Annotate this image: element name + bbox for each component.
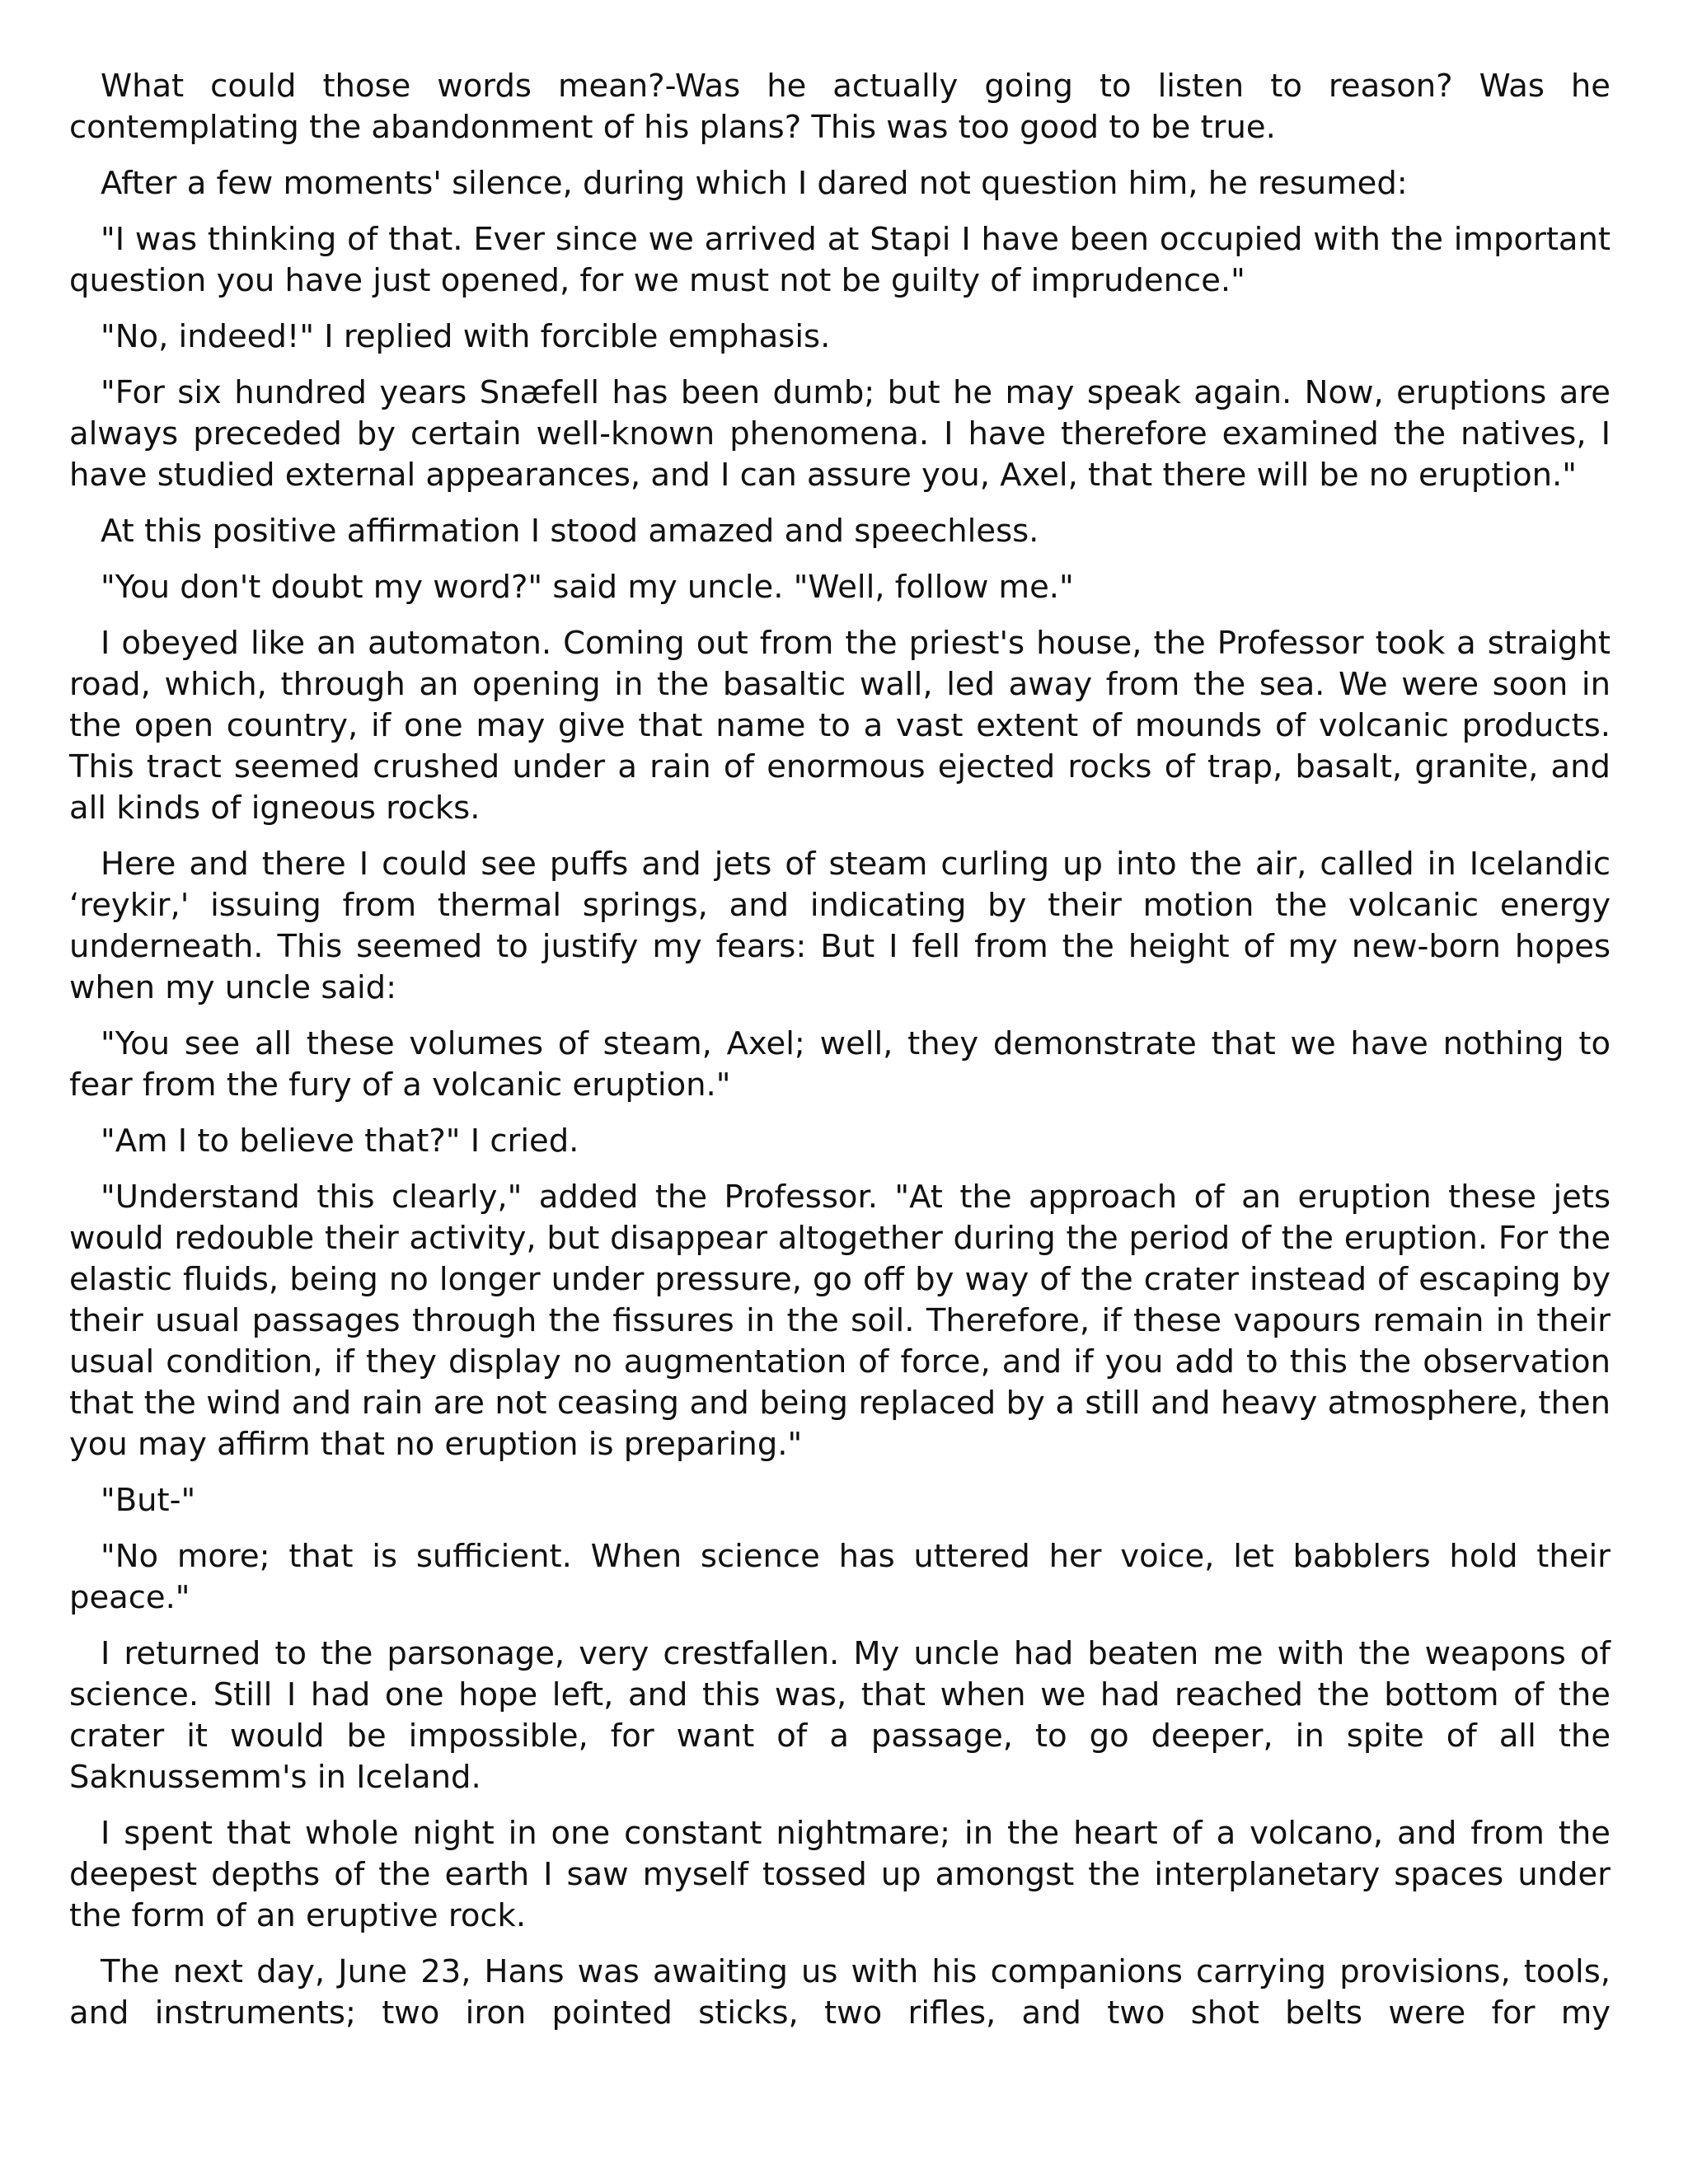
paragraph-12: "Understand this clearly," added the Professor. "At the approach of an eruption these jets would redouble their activity, but disappear altogether during the period of the eruption. For the elastic fluids, being no longer under pressure, go off by way of the crater instead of escaping by their usual passages through the fissures in the soil. Therefore, if these vapours remain in their usual condition, if they display no augmentation of force, and if you add to this the observation that the wind and rain are not ceasing and being replaced by a still and heavy atmosphere, then you may affirm that no eruption is preparing."	[69, 1179, 1611, 1463]
paragraph-10: "You see all these volumes of steam, Axel; well, they demonstrate that we have nothing to fear from the fury of a volcanic eruption."	[69, 1025, 1611, 1104]
paragraph-4: "No, indeed!" I replied with forcible emphasis.	[101, 318, 831, 355]
paragraph-14: "No more; that is sufficient. When science has uttered her voice, let babblers hold their peace."	[69, 1538, 1611, 1616]
paragraph-17: The next day, June 23, Hans was awaiting us with his companions carrying provisions, tools, and instruments; two iron pointed sticks, two rifles, and two shot belts were for my	[69, 1953, 1611, 2032]
paragraph-11: "Am I to believe that?" I cried.	[101, 1122, 579, 1160]
paragraph-5: "For six hundred years Snæfell has been dumb; but he may speak again. Now, eruptions are always preceded by certain well-known phenomena. I have therefore examined the natives, I have studied external appearances, and I can assure you, Axel, that there will be no eruption."	[69, 374, 1611, 494]
paragraph-13: "But-"	[101, 1482, 196, 1519]
book-page	[69, 66, 1611, 2049]
paragraph-3: "I was thinking of that. Ever since we arrived at Stapi I have been occupied with the important question you have just opened, for we must not be guilty of imprudence."	[69, 221, 1611, 299]
paragraph-6: At this positive affirmation I stood amazed and speechless.	[101, 513, 1039, 550]
paragraph-7: "You don't doubt my word?" said my uncle. "Well, follow me."	[101, 569, 1074, 606]
paragraph-16: I spent that whole night in one constant nightmare; in the heart of a volcano, and from the deepest depths of the earth I saw myself tossed up amongst the interplanetary spaces under the form of an eruptive rock.	[69, 1815, 1611, 1934]
paragraph-2: After a few moments' silence, during which I dared not question him, he resumed:	[101, 165, 1408, 202]
paragraph-9: Here and there I could see puffs and jets of steam curling up into the air, called in Icelandic ‘reykir,' issuing from thermal springs, and indicating by their motion the volcanic energy underneath. This seemed to justify my fears: But I fell from the height of my new-born hopes when my uncle said:	[69, 846, 1611, 1006]
paragraph-15: I returned to the parsonage, very crestfallen. My uncle had beaten me with the weapons of science. Still I had one hope left, and this was, that when we had reached the bottom of the crater it would be impossible, for want of a passage, to go deeper, in spite of all the Saknussemm's in Iceland.	[69, 1635, 1611, 1796]
paragraph-1: What could those words mean?-Was he actually going to listen to reason? Was he contemplating the abandonment of his plans? This was too good to be true.	[69, 68, 1611, 146]
paragraph-8: I obeyed like an automaton. Coming out from the priest's house, the Professor took a straight road, which, through an opening in the basaltic wall, led away from the sea. We were soon in the open country, if one may give that name to a vast extent of mounds of volcanic products. This tract seemed crushed under a rain of enormous ejected rocks of trap, basalt, granite, and all kinds of igneous rocks.	[69, 625, 1611, 827]
